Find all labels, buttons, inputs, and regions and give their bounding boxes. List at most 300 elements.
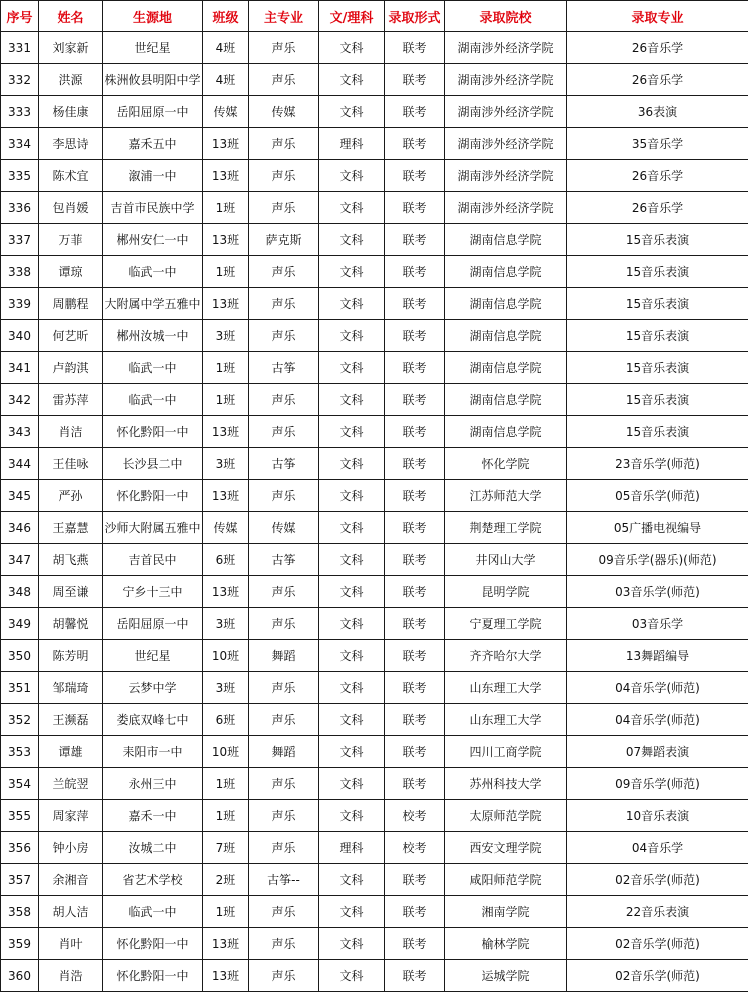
cell-index: 337 [1,224,39,256]
cell-track: 文科 [319,192,385,224]
cell-origin: 沙师大附属五雅中 [103,512,203,544]
cell-index: 344 [1,448,39,480]
cell-origin: 省艺术学校 [103,864,203,896]
cell-school: 湘南学院 [445,896,567,928]
cell-major: 声乐 [249,832,319,864]
cell-track: 文科 [319,480,385,512]
cell-major: 声乐 [249,928,319,960]
cell-major: 声乐 [249,896,319,928]
header-name: 姓名 [39,1,103,32]
cell-track: 文科 [319,544,385,576]
cell-major: 声乐 [249,608,319,640]
cell-major: 古筝 [249,352,319,384]
cell-track: 文科 [319,576,385,608]
cell-track: 理科 [319,832,385,864]
table-row [1,832,748,864]
cell-major: 传媒 [249,96,319,128]
cell-class: 1班 [203,384,249,416]
cell-class: 1班 [203,192,249,224]
cell-index: 331 [1,32,39,64]
cell-major: 声乐 [249,288,319,320]
cell-name: 包肖媛 [39,192,103,224]
cell-class: 7班 [203,832,249,864]
cell-name: 肖浩 [39,960,103,992]
cell-index: 347 [1,544,39,576]
cell-class: 3班 [203,672,249,704]
cell-class: 传媒 [203,96,249,128]
cell-major: 声乐 [249,704,319,736]
table-row [1,288,748,320]
cell-school: 西安文理学院 [445,832,567,864]
table-row [1,352,748,384]
cell-index: 346 [1,512,39,544]
cell-admission-type: 联考 [385,192,445,224]
cell-admission-type: 校考 [385,800,445,832]
cell-class: 13班 [203,960,249,992]
cell-index: 354 [1,768,39,800]
table-row [1,256,748,288]
cell-school: 太原师范学院 [445,800,567,832]
cell-school: 咸阳师范学院 [445,864,567,896]
cell-class: 13班 [203,576,249,608]
cell-major: 舞蹈 [249,736,319,768]
cell-index: 353 [1,736,39,768]
table-row [1,64,748,96]
header-row [1,1,748,32]
cell-class: 1班 [203,768,249,800]
cell-program: 04音乐学 [567,832,748,864]
cell-origin: 郴州安仁一中 [103,224,203,256]
cell-school: 江苏师范大学 [445,480,567,512]
cell-index: 338 [1,256,39,288]
cell-origin: 溆浦一中 [103,160,203,192]
cell-index: 358 [1,896,39,928]
header-major: 主专业 [249,1,319,32]
cell-track: 文科 [319,224,385,256]
cell-index: 335 [1,160,39,192]
cell-track: 文科 [319,864,385,896]
cell-school: 湖南信息学院 [445,384,567,416]
cell-major: 声乐 [249,768,319,800]
cell-program: 22音乐表演 [567,896,748,928]
cell-program: 07舞蹈表演 [567,736,748,768]
cell-origin: 耒阳市一中 [103,736,203,768]
cell-origin: 临武一中 [103,256,203,288]
cell-program: 15音乐表演 [567,256,748,288]
table-row [1,576,748,608]
cell-admission-type: 联考 [385,352,445,384]
cell-admission-type: 联考 [385,704,445,736]
cell-program: 04音乐学(师范) [567,704,748,736]
cell-origin: 吉首民中 [103,544,203,576]
cell-program: 03音乐学(师范) [567,576,748,608]
cell-school: 山东理工大学 [445,672,567,704]
cell-index: 341 [1,352,39,384]
cell-school: 齐齐哈尔大学 [445,640,567,672]
cell-class: 10班 [203,736,249,768]
cell-school: 山东理工大学 [445,704,567,736]
cell-origin: 岳阳屈原一中 [103,608,203,640]
cell-origin: 永州三中 [103,768,203,800]
cell-admission-type: 联考 [385,448,445,480]
table-row [1,96,748,128]
cell-origin: 娄底双峰七中 [103,704,203,736]
cell-admission-type: 联考 [385,608,445,640]
cell-program: 05音乐学(师范) [567,480,748,512]
cell-origin: 怀化黔阳一中 [103,480,203,512]
header-class: 班级 [203,1,249,32]
cell-name: 何艺昕 [39,320,103,352]
table-row [1,736,748,768]
cell-program: 23音乐学(师范) [567,448,748,480]
cell-class: 4班 [203,32,249,64]
cell-program: 26音乐学 [567,160,748,192]
cell-track: 文科 [319,896,385,928]
cell-track: 文科 [319,512,385,544]
cell-origin: 世纪星 [103,32,203,64]
cell-index: 360 [1,960,39,992]
cell-program: 15音乐表演 [567,288,748,320]
cell-name: 王濒磊 [39,704,103,736]
cell-track: 文科 [319,704,385,736]
cell-class: 6班 [203,704,249,736]
cell-track: 文科 [319,800,385,832]
cell-index: 349 [1,608,39,640]
cell-class: 3班 [203,320,249,352]
table-row [1,608,748,640]
cell-index: 348 [1,576,39,608]
cell-name: 谭琼 [39,256,103,288]
cell-index: 334 [1,128,39,160]
cell-major: 声乐 [249,480,319,512]
cell-school: 湖南信息学院 [445,224,567,256]
cell-admission-type: 联考 [385,576,445,608]
cell-program: 15音乐表演 [567,224,748,256]
cell-school: 昆明学院 [445,576,567,608]
cell-name: 余湘音 [39,864,103,896]
cell-program: 09音乐学(师范) [567,768,748,800]
cell-program: 02音乐学(师范) [567,960,748,992]
cell-origin: 郴州汝城一中 [103,320,203,352]
cell-class: 13班 [203,928,249,960]
cell-track: 文科 [319,352,385,384]
table-row [1,192,748,224]
cell-index: 342 [1,384,39,416]
cell-index: 350 [1,640,39,672]
cell-class: 13班 [203,160,249,192]
cell-class: 6班 [203,544,249,576]
cell-class: 1班 [203,256,249,288]
cell-name: 雷苏萍 [39,384,103,416]
cell-name: 刘家新 [39,32,103,64]
cell-school: 湖南涉外经济学院 [445,96,567,128]
cell-class: 13班 [203,128,249,160]
table-body [1,32,748,992]
cell-program: 02音乐学(师范) [567,928,748,960]
header-track: 文/理科 [319,1,385,32]
cell-origin: 临武一中 [103,384,203,416]
cell-admission-type: 联考 [385,544,445,576]
cell-class: 1班 [203,896,249,928]
cell-class: 13班 [203,224,249,256]
cell-major: 声乐 [249,160,319,192]
cell-major: 古筝 [249,448,319,480]
cell-admission-type: 联考 [385,64,445,96]
cell-name: 周家萍 [39,800,103,832]
cell-track: 文科 [319,768,385,800]
cell-name: 肖洁 [39,416,103,448]
cell-origin: 长沙县二中 [103,448,203,480]
cell-admission-type: 联考 [385,960,445,992]
cell-major: 声乐 [249,416,319,448]
cell-class: 传媒 [203,512,249,544]
cell-index: 333 [1,96,39,128]
cell-admission-type: 联考 [385,416,445,448]
cell-origin: 世纪星 [103,640,203,672]
cell-class: 3班 [203,448,249,480]
cell-class: 4班 [203,64,249,96]
cell-track: 文科 [319,64,385,96]
cell-program: 03音乐学 [567,608,748,640]
cell-admission-type: 联考 [385,672,445,704]
cell-school: 苏州科技大学 [445,768,567,800]
cell-track: 文科 [319,320,385,352]
table-row [1,128,748,160]
cell-name: 胡馨悦 [39,608,103,640]
cell-index: 343 [1,416,39,448]
cell-track: 文科 [319,32,385,64]
cell-major: 古筝 [249,544,319,576]
cell-admission-type: 联考 [385,384,445,416]
cell-major: 传媒 [249,512,319,544]
cell-index: 352 [1,704,39,736]
table-row [1,928,748,960]
cell-name: 周至谦 [39,576,103,608]
cell-name: 李思诗 [39,128,103,160]
table-row [1,640,748,672]
cell-index: 351 [1,672,39,704]
header-index: 序号 [1,1,39,32]
cell-track: 文科 [319,736,385,768]
cell-program: 26音乐学 [567,32,748,64]
table-row [1,448,748,480]
cell-name: 王佳咏 [39,448,103,480]
cell-major: 声乐 [249,192,319,224]
cell-name: 胡人洁 [39,896,103,928]
cell-origin: 怀化黔阳一中 [103,416,203,448]
cell-track: 文科 [319,256,385,288]
header-program: 录取专业 [567,1,748,32]
table-row [1,160,748,192]
cell-name: 胡飞燕 [39,544,103,576]
cell-origin: 怀化黔阳一中 [103,960,203,992]
cell-program: 02音乐学(师范) [567,864,748,896]
cell-origin: 临武一中 [103,896,203,928]
cell-class: 3班 [203,608,249,640]
cell-program: 15音乐表演 [567,384,748,416]
cell-admission-type: 联考 [385,320,445,352]
cell-admission-type: 联考 [385,160,445,192]
cell-index: 359 [1,928,39,960]
cell-admission-type: 联考 [385,256,445,288]
cell-admission-type: 联考 [385,128,445,160]
cell-admission-type: 校考 [385,832,445,864]
cell-name: 严孙 [39,480,103,512]
cell-major: 声乐 [249,320,319,352]
cell-major: 声乐 [249,672,319,704]
cell-class: 13班 [203,288,249,320]
cell-school: 湖南涉外经济学院 [445,128,567,160]
cell-program: 26音乐学 [567,192,748,224]
cell-major: 声乐 [249,384,319,416]
cell-school: 湖南涉外经济学院 [445,160,567,192]
cell-class: 1班 [203,352,249,384]
cell-index: 356 [1,832,39,864]
cell-class: 1班 [203,800,249,832]
cell-name: 洪源 [39,64,103,96]
cell-origin: 宁乡十三中 [103,576,203,608]
cell-major: 舞蹈 [249,640,319,672]
cell-school: 榆林学院 [445,928,567,960]
cell-school: 怀化学院 [445,448,567,480]
cell-school: 宁夏理工学院 [445,608,567,640]
cell-school: 湖南信息学院 [445,288,567,320]
cell-track: 文科 [319,672,385,704]
cell-major: 声乐 [249,960,319,992]
cell-school: 四川工商学院 [445,736,567,768]
cell-track: 理科 [319,128,385,160]
cell-major: 声乐 [249,800,319,832]
cell-origin: 嘉禾一中 [103,800,203,832]
cell-school: 运城学院 [445,960,567,992]
cell-admission-type: 联考 [385,896,445,928]
cell-program: 05广播电视编导 [567,512,748,544]
cell-admission-type: 联考 [385,736,445,768]
header-origin: 生源地 [103,1,203,32]
table-row [1,480,748,512]
cell-class: 13班 [203,480,249,512]
cell-name: 王嘉慧 [39,512,103,544]
cell-major: 声乐 [249,576,319,608]
cell-admission-type: 联考 [385,768,445,800]
cell-name: 钟小房 [39,832,103,864]
cell-name: 卢韵淇 [39,352,103,384]
cell-name: 陈芳明 [39,640,103,672]
cell-track: 文科 [319,608,385,640]
table-row [1,416,748,448]
cell-index: 332 [1,64,39,96]
table-row [1,544,748,576]
cell-index: 339 [1,288,39,320]
table-row [1,768,748,800]
cell-name: 陈术宜 [39,160,103,192]
cell-program: 35音乐学 [567,128,748,160]
cell-origin: 嘉禾五中 [103,128,203,160]
cell-school: 湖南信息学院 [445,256,567,288]
cell-index: 357 [1,864,39,896]
cell-admission-type: 联考 [385,224,445,256]
cell-origin: 吉首市民族中学 [103,192,203,224]
cell-class: 10班 [203,640,249,672]
cell-class: 2班 [203,864,249,896]
cell-program: 04音乐学(师范) [567,672,748,704]
cell-name: 周鹏程 [39,288,103,320]
cell-program: 13舞蹈编导 [567,640,748,672]
cell-index: 336 [1,192,39,224]
cell-track: 文科 [319,288,385,320]
header-school: 录取院校 [445,1,567,32]
cell-program: 15音乐表演 [567,416,748,448]
cell-major: 声乐 [249,32,319,64]
cell-index: 355 [1,800,39,832]
cell-admission-type: 联考 [385,512,445,544]
cell-name: 邹瑞琦 [39,672,103,704]
cell-track: 文科 [319,416,385,448]
cell-track: 文科 [319,640,385,672]
cell-program: 15音乐表演 [567,320,748,352]
cell-major: 古筝-- [249,864,319,896]
cell-program: 09音乐学(器乐)(师范) [567,544,748,576]
cell-name: 杨佳康 [39,96,103,128]
cell-admission-type: 联考 [385,864,445,896]
table-row [1,864,748,896]
table-row [1,224,748,256]
cell-school: 湖南信息学院 [445,416,567,448]
cell-major: 声乐 [249,64,319,96]
cell-class: 13班 [203,416,249,448]
cell-track: 文科 [319,160,385,192]
cell-index: 340 [1,320,39,352]
cell-track: 文科 [319,960,385,992]
table-row [1,512,748,544]
cell-admission-type: 联考 [385,480,445,512]
cell-name: 万菲 [39,224,103,256]
cell-index: 345 [1,480,39,512]
cell-major: 萨克斯 [249,224,319,256]
table-row [1,320,748,352]
cell-track: 文科 [319,928,385,960]
cell-program: 36表演 [567,96,748,128]
cell-admission-type: 联考 [385,32,445,64]
cell-origin: 云梦中学 [103,672,203,704]
cell-origin: 怀化黔阳一中 [103,928,203,960]
cell-origin: 株洲攸县明阳中学 [103,64,203,96]
table-row [1,896,748,928]
table-row [1,704,748,736]
table-row [1,672,748,704]
cell-major: 声乐 [249,128,319,160]
cell-program: 10音乐表演 [567,800,748,832]
cell-track: 文科 [319,96,385,128]
cell-school: 湖南涉外经济学院 [445,64,567,96]
cell-program: 15音乐表演 [567,352,748,384]
cell-school: 湖南涉外经济学院 [445,32,567,64]
cell-school: 湖南信息学院 [445,320,567,352]
cell-program: 26音乐学 [567,64,748,96]
cell-origin: 临武一中 [103,352,203,384]
table-row [1,960,748,992]
cell-admission-type: 联考 [385,640,445,672]
cell-school: 荆楚理工学院 [445,512,567,544]
cell-school: 井冈山大学 [445,544,567,576]
cell-origin: 汝城二中 [103,832,203,864]
cell-origin: 岳阳屈原一中 [103,96,203,128]
cell-admission-type: 联考 [385,928,445,960]
cell-school: 湖南涉外经济学院 [445,192,567,224]
cell-name: 谭雄 [39,736,103,768]
cell-name: 兰皖翌 [39,768,103,800]
cell-track: 文科 [319,384,385,416]
